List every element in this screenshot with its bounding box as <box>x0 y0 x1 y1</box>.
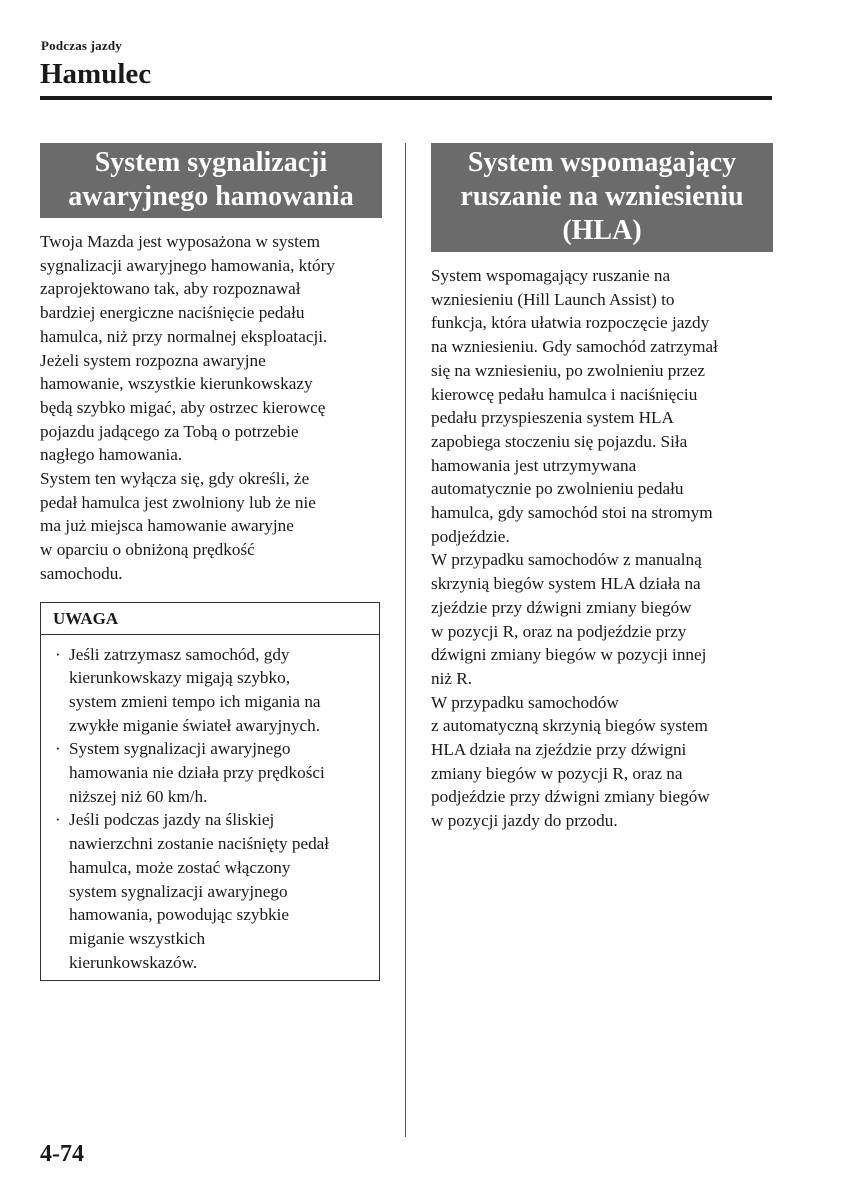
text-line: nawierzchni zostanie naciśnięty pedał <box>69 834 330 854</box>
emergency-braking-paragraph <box>40 230 382 586</box>
text-line: pojazdu jadącego za Tobą o potrzebie <box>40 421 299 441</box>
title-line: System wspomagający <box>467 147 737 178</box>
text-line: zmiany biegów w pozycji R, oraz na <box>431 763 683 783</box>
text-line: W przypadku samochodów z manualną <box>431 550 702 570</box>
text-line: hamowania nie działa przy prędkości <box>69 763 325 783</box>
note-heading: UWAGA <box>41 603 379 635</box>
hla-section-title <box>431 143 773 252</box>
text-line: kierunkowskazy migają szybko, <box>69 668 290 688</box>
bullet-icon: · <box>55 810 61 830</box>
note-item <box>55 808 371 974</box>
text-line: pedał hamulca jest zwolniony lub że nie <box>40 492 316 512</box>
text-line: system sygnalizacji awaryjnego <box>69 881 288 901</box>
text-line: hamowania, powodując szybkie <box>69 905 290 925</box>
text-line: dźwigni zmiany biegów w pozycji innej <box>431 645 707 665</box>
note-list <box>41 635 379 981</box>
text-line: samochodu. <box>40 563 123 583</box>
text-line: pedału przyspieszenia system HLA <box>431 408 674 428</box>
text-line: w pozycji R, oraz na podjeździe przy <box>431 621 687 641</box>
text-line: w oparciu o obniżoną prędkość <box>40 540 255 560</box>
text-line: nagłego hamowania. <box>40 445 183 465</box>
title-line: (HLA) <box>562 215 642 246</box>
text-line: Twoja Mazda jest wyposażona w system <box>40 232 320 251</box>
text-line: system zmieni tempo ich migania na <box>69 691 321 711</box>
page-number: 4-74 <box>40 1141 84 1167</box>
text-line: niż R. <box>431 668 473 688</box>
text-line: System sygnalizacji awaryjnego <box>69 739 291 759</box>
text-line: sygnalizacji awaryjnego hamowania, który <box>40 255 335 275</box>
text-line: będą szybko migać, aby ostrzec kierowcę <box>40 397 326 417</box>
text-line: Jeżeli system rozpozna awaryjne <box>40 350 266 370</box>
running-header-section: Podczas jazdy <box>41 38 122 53</box>
text-line: się na wzniesieniu, po zwolnieniu przez <box>431 360 705 380</box>
text-line: kierowcę pedału hamulca i naciśnięciu <box>431 384 698 404</box>
title-line: awaryjnego hamowania <box>68 181 354 212</box>
text-line: Jeśli zatrzymasz samochód, gdy <box>69 644 290 664</box>
text-line: HLA działa na zjeździe przy dźwigni <box>431 740 687 760</box>
text-line: w pozycji jazdy do przodu. <box>431 811 618 831</box>
text-line: kierunkowskazów. <box>69 952 198 972</box>
text-line: automatycznie po zwolnieniu pedału <box>431 479 684 499</box>
header-rule <box>40 96 772 100</box>
text-line: podjeździe przy dźwigni zmiany biegów <box>431 787 710 807</box>
text-line: W przypadku samochodów <box>431 692 619 712</box>
text-line: na wzniesieniu. Gdy samochód zatrzymał <box>431 337 718 357</box>
text-line: zapobiega stoczeniu się pojazdu. Siła <box>431 431 688 451</box>
bullet-icon: · <box>55 644 61 664</box>
left-column <box>40 143 382 981</box>
text-line: Jeśli podczas jazdy na śliskiej <box>69 810 275 830</box>
page-title: Hamulec <box>40 58 152 90</box>
right-column <box>431 143 773 833</box>
title-line: ruszanie na wzniesieniu <box>460 181 744 212</box>
text-line: skrzynią biegów system HLA działa na <box>431 574 701 594</box>
text-line: hamulca, może zostać włączony <box>69 857 291 877</box>
text-line: hamulca, gdy samochód stoi na stromym <box>431 503 713 523</box>
hla-paragraph <box>431 264 773 833</box>
text-line: zwykłe miganie świateł awaryjnych. <box>69 715 321 735</box>
text-line: miganie wszystkich <box>69 928 206 948</box>
bullet-icon: · <box>55 739 61 759</box>
text-line: zaprojektowano tak, aby rozpoznawał <box>40 279 301 299</box>
text-line: System ten wyłącza się, gdy określi, że <box>40 469 310 489</box>
note-box <box>40 602 380 982</box>
text-line: z automatyczną skrzynią biegów system <box>431 716 708 736</box>
emergency-braking-section-title <box>40 143 382 218</box>
note-item <box>55 737 371 808</box>
title-line: System sygnalizacji <box>94 147 328 178</box>
text-line: zjeździe przy dźwigni zmiany biegów <box>431 597 692 617</box>
text-line: funkcja, która ułatwia rozpoczęcie jazdy <box>431 313 710 333</box>
text-line: ma już miejsca hamowanie awaryjne <box>40 516 294 536</box>
note-item <box>55 643 371 738</box>
text-line: bardziej energiczne naciśnięcie pedału <box>40 303 305 323</box>
text-line: System wspomagający ruszanie na <box>431 266 671 285</box>
text-line: hamowanie, wszystkie kierunkowskazy <box>40 374 313 394</box>
text-line: niższej niż 60 km/h. <box>69 786 208 806</box>
text-line: hamulca, niż przy normalnej eksploatacji. <box>40 326 328 346</box>
text-line: podjeździe. <box>431 526 510 546</box>
column-divider <box>405 143 406 1137</box>
text-line: wzniesieniu (Hill Launch Assist) to <box>431 289 675 309</box>
text-line: hamowania jest utrzymywana <box>431 455 637 475</box>
